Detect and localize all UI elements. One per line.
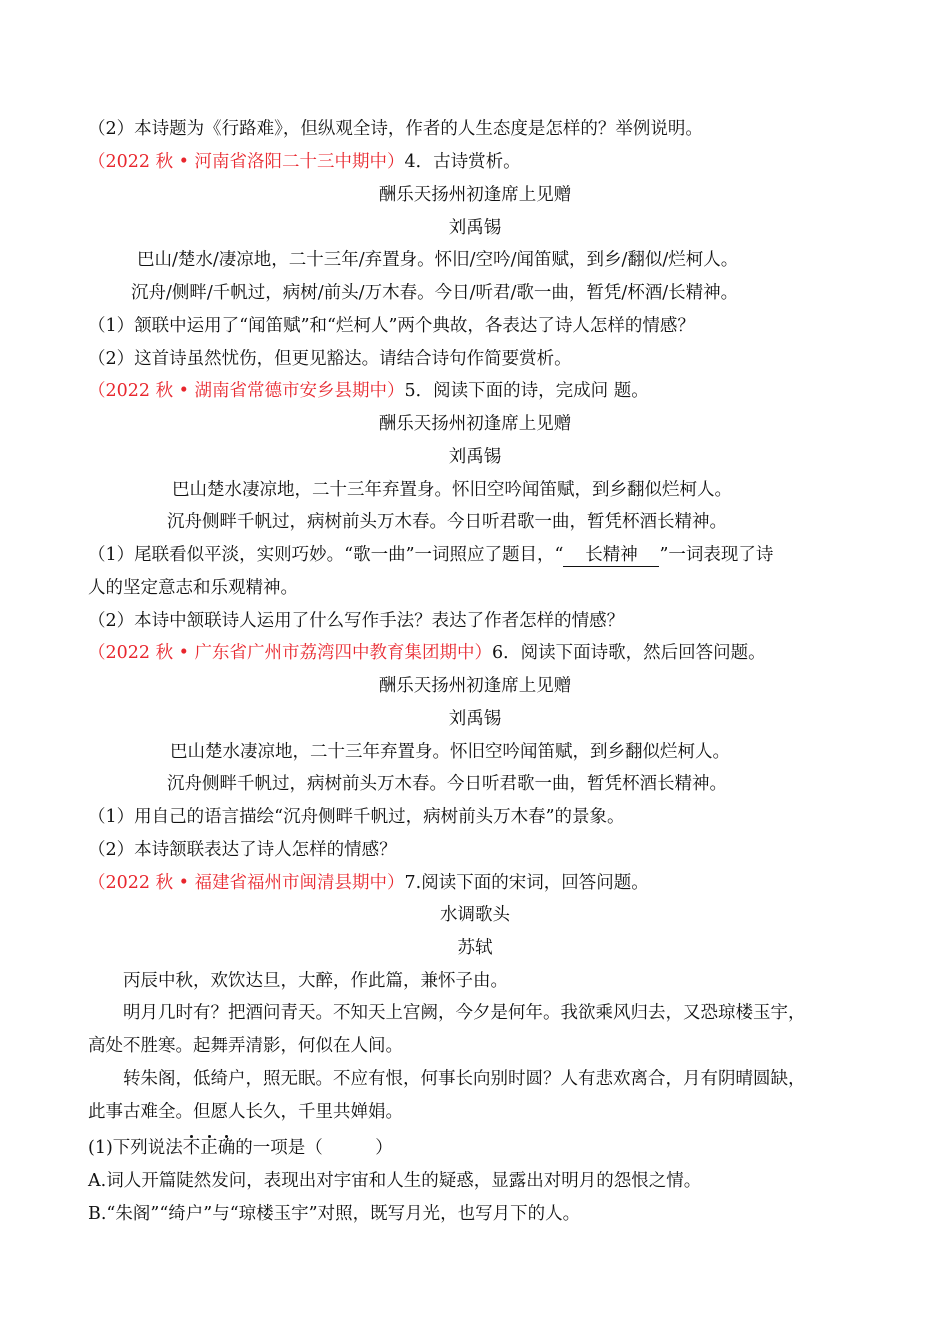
q5-part1-continued: 人的坚定意志和乐观精神。 [88,578,298,598]
q6-part1: （1）用自己的语言描绘“沉舟侧畔千帆过，病树前头万木春”的景象。 [88,807,625,827]
q7-para2-line2: 此事古难全。但愿人长久，千里共婵娟。 [88,1102,403,1122]
q6-verse-2: 沉舟侧畔千帆过，病树前头万木春。今日听君歌一曲，暂凭杯酒长精神。 [167,774,727,794]
q7-source: （2022 秋 • 福建省福州市闽清县期中） [88,873,405,893]
q4-part1: （1）颔联中运用了“闻笛赋”和“烂柯人”两个典故，各表达了诗人怎样的情感？ [88,316,695,336]
q5-poem-author: 刘禹锡 [448,447,502,467]
q6-part2: （2）本诗颔联表达了诗人怎样的情感？ [88,840,397,860]
q6-source: （2022 秋 • 广东省广州市荔湾四中教育集团期中） [88,643,493,663]
q6-header [88,641,878,665]
q7-poem-title: 水调歌头 [440,905,510,925]
q7-question-1 [88,1136,878,1160]
q4-header [88,150,878,174]
q5-header [88,379,878,403]
q4-verse-2: 沉舟/侧畔/千帆过，病树/前头/万木春。今日/听君/歌一曲，暂凭/杯酒/长精神。 [131,283,739,303]
q6-verse-1: 巴山楚水凄凉地，二十三年弃置身。怀旧空吟闻笛赋，到乡翻似烂柯人。 [170,742,730,762]
q6-poem-title: 酬乐天扬州初逢席上见赠 [378,676,572,696]
q6-poem-author: 刘禹锡 [448,709,502,729]
q5-answer-blank: 长精神 [563,544,659,567]
q5-part1-text-a: （1）尾联看似平淡，实则巧妙。“歌一曲”一词照应了题目，“ [88,545,564,565]
q7-q1-prefix: (1)下列说法 [88,1138,183,1158]
q7-prompt: 7.阅读下面的宋词，回答问题。 [404,873,649,893]
q5-part1 [88,543,878,567]
q4-source: （2022 秋 • 河南省洛阳二十三中期中） [88,152,405,172]
q7-poem-author: 苏轼 [457,938,493,958]
q5-part1-text-b: ”一词表现了诗 [659,545,774,565]
q5-verse-1: 巴山楚水凄凉地，二十三年弃置身。怀旧空吟闻笛赋，到乡翻似烂柯人。 [172,480,732,500]
q5-poem-title: 酬乐天扬州初逢席上见赠 [378,414,572,434]
q7-q1-emphasis-2: 正 [200,1138,218,1158]
q7-preface: 丙辰中秋，欢饮达旦，大醉，作此篇，兼怀子由。 [123,971,508,991]
q5-source: （2022 秋 • 湖南省常德市安乡县期中） [88,381,405,401]
q5-verse-2: 沉舟侧畔千帆过，病树前头万木春。今日听君歌一曲，暂凭杯酒长精神。 [167,512,727,532]
q7-para1-line1: 明月几时有？把酒问青天。不知天上宫阙，今夕是何年。我欲乘风归去，又恐琼楼玉宇， [123,1003,806,1023]
q3-part2: （2）本诗题为《行路难》，但纵观全诗，作者的人生态度是怎样的？举例说明。 [88,119,703,139]
q4-verse-1: 巴山/楚水/凄凉地，二十三年/弃置身。怀旧/空吟/闻笛赋，到乡/翻似/烂柯人。 [137,250,739,270]
q7-header [88,871,878,895]
q4-poem-title: 酬乐天扬州初逢席上见赠 [378,185,572,205]
q7-para2-line1: 转朱阁，低绮户，照无眠。不应有恨，何事长向别时圆？人有悲欢离合，月有阴晴圆缺， [123,1069,806,1089]
q7-para1-line2: 高处不胜寒。起舞弄清影，何似在人间。 [88,1036,403,1056]
q7-option-a: A.词人开篇陡然发问，表现出对宇宙和人生的疑惑，显露出对明月的怨恨之情。 [88,1171,702,1191]
q4-prompt: 4．古诗赏析。 [404,152,521,172]
q4-poem-author: 刘禹锡 [448,218,502,238]
q5-part2: （2）本诗中颔联诗人运用了什么写作手法？表达了作者怎样的情感？ [88,611,625,631]
q7-q1-emphasis-1: 不 [182,1138,201,1158]
q7-option-b: B.“朱阁”“绮户”与“琼楼玉宇”对照，既写月光，也写月下的人。 [88,1204,581,1224]
q7-q1-emphasis-3: 确 [217,1138,236,1158]
q6-prompt: 6．阅读下面诗歌，然后回答问题。 [492,643,766,663]
q5-prompt: 5．阅读下面的诗，完成问 题。 [404,381,649,401]
q4-part2: （2）这首诗虽然忧伤，但更见豁达。请结合诗句作简要赏析。 [88,349,572,369]
q7-q1-suffix: 的一项是（ ） [235,1138,393,1158]
